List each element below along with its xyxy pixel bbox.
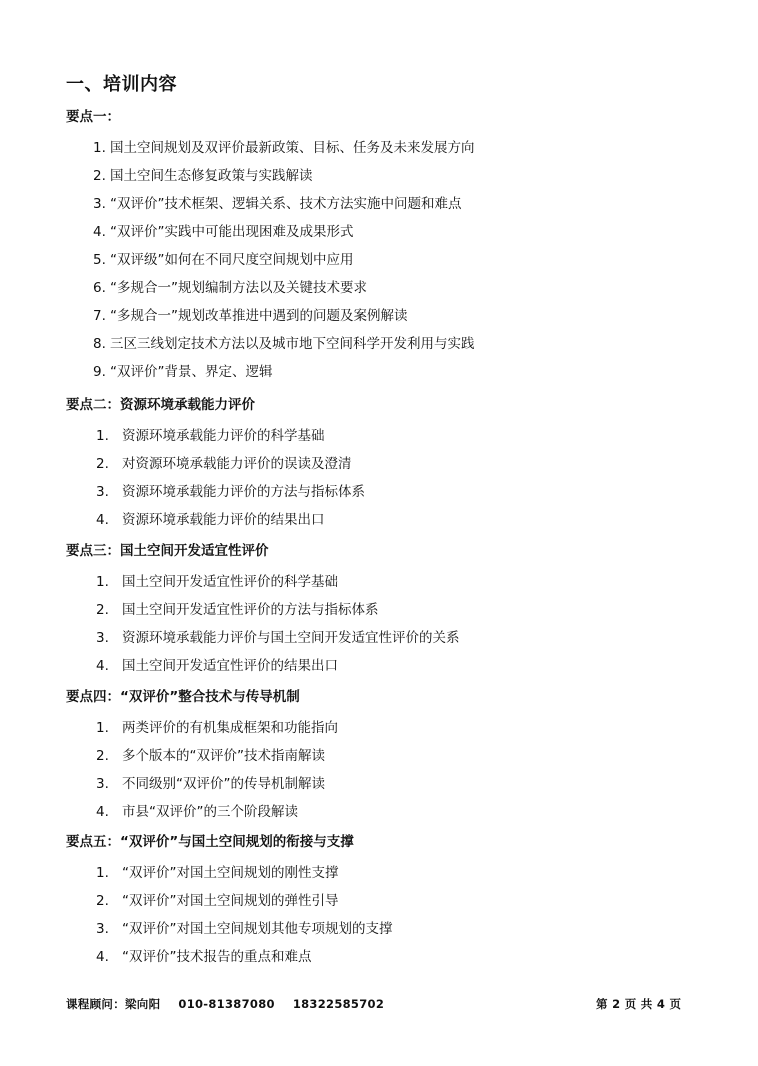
section-5 — [66, 831, 706, 971]
footer-phone-1: 010-81387080 — [178, 997, 275, 1011]
list-item: 2. 对资源环境承载能力评价的误读及澄清 — [96, 456, 352, 472]
list-item: 3. “双评价”技术框架、逻辑关系、技术方法实施中问题和难点 — [93, 196, 462, 212]
list-item: 7. “多规合一”规划改革推进中遇到的问题及案例解读 — [93, 308, 408, 324]
list-item: 3. “双评价”对国土空间规划其他专项规划的支撑 — [96, 921, 393, 937]
list-item: 4. “双评价”实践中可能出现困难及成果形式 — [93, 224, 354, 240]
section-heading: 要点五：“双评价”与国土空间规划的衔接与支撑 — [66, 834, 354, 850]
list-item: 3. 不同级别“双评价”的传导机制解读 — [96, 776, 325, 792]
list-item: 2. 多个版本的“双评价”技术指南解读 — [96, 748, 325, 764]
section-2 — [66, 394, 706, 534]
list-item: 1. 两类评价的有机集成框架和功能指向 — [96, 720, 338, 736]
list-item: 2. “双评价”对国土空间规划的弹性引导 — [96, 893, 339, 909]
list-item: 4. “双评价”技术报告的重点和难点 — [96, 949, 312, 965]
list-item: 5. “双评级”如何在不同尺度空间规划中应用 — [93, 252, 354, 268]
footer-contact — [66, 996, 402, 1012]
list-item: 4. 资源环境承载能力评价的结果出口 — [96, 512, 325, 528]
footer-phone-2: 18322585702 — [292, 997, 385, 1011]
section-4 — [66, 686, 706, 826]
list-item: 1. 资源环境承载能力评价的科学基础 — [96, 428, 325, 444]
section-heading: 要点三：国土空间开发适宜性评价 — [66, 543, 269, 559]
list-item: 8. 三区三线划定技术方法以及城市地下空间科学开发利用与实践 — [93, 336, 475, 352]
list-item: 2. 国土空间生态修复政策与实践解读 — [93, 168, 313, 184]
list-item: 3. 资源环境承载能力评价的方法与指标体系 — [96, 484, 365, 500]
section-3 — [66, 540, 706, 680]
footer-advisor: 课程顾问：梁向阳 — [66, 997, 161, 1011]
list-item: 3. 资源环境承载能力评价与国土空间开发适宜性评价的关系 — [96, 630, 460, 646]
section-heading: 要点四：“双评价”整合技术与传导机制 — [66, 689, 300, 705]
section-heading: 要点二：资源环境承载能力评价 — [66, 397, 255, 413]
list-item: 4. 市县“双评价”的三个阶段解读 — [96, 804, 298, 820]
list-item: 1. 国土空间开发适宜性评价的科学基础 — [96, 574, 338, 590]
list-item: 6. “多规合一”规划编制方法以及关键技术要求 — [93, 280, 367, 296]
page-title: 一、培训内容 — [66, 74, 177, 95]
list-item: 2. 国土空间开发适宜性评价的方法与指标体系 — [96, 602, 379, 618]
list-item: 4. 国土空间开发适宜性评价的结果出口 — [96, 658, 338, 674]
section-1 — [66, 106, 706, 386]
page-number: 第 2 页 共 4 页 — [596, 997, 682, 1011]
section-heading: 要点一： — [66, 109, 120, 125]
list-item: 1. “双评价”对国土空间规划的刚性支撑 — [96, 865, 339, 881]
list-item: 1. 国土空间规划及双评价最新政策、目标、任务及未来发展方向 — [93, 140, 475, 156]
list-item: 9. “双评价”背景、界定、逻辑 — [93, 364, 273, 380]
